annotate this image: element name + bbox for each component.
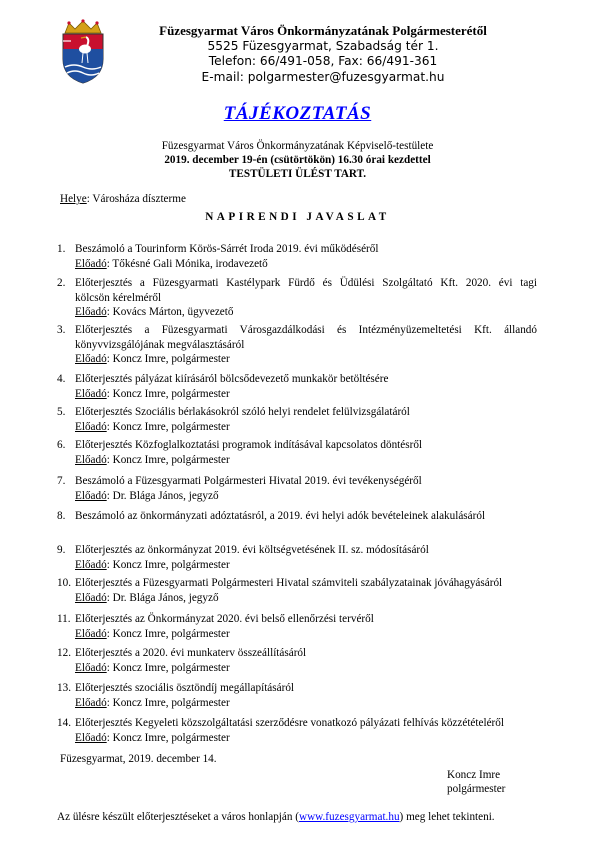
presenter-name: Koncz Imre, polgármester [112,387,230,400]
agenda-item-presenter: Előadó: Koncz Imre, polgármester [75,627,230,640]
address: 5525 Füzesgyarmat, Szabadság tér 1. [207,39,439,53]
agenda-item [57,576,537,605]
agenda-item-presenter: Előadó: Koncz Imre, polgármester [75,387,230,400]
place-label: Helye [60,193,87,205]
agenda-item [57,646,537,675]
agenda-item-presenter: Előadó: Tőkésné Gali Mónika, irodavezető [75,257,268,270]
presenter-label: Előadó [75,661,107,674]
agenda-item-title [75,576,537,591]
agenda-heading: NAPIRENDI JAVASLAT [205,211,390,223]
announcement-line-3: TESTÜLETI ÜLÉST TART. [228,168,367,180]
agenda-item [57,474,537,503]
agenda-item-title [75,543,537,558]
signature-block [447,768,505,796]
letterhead [118,22,528,85]
agenda-item-title-line: kölcsön kérelméről [75,291,162,304]
agenda-item-title-line: Előterjesztés az Önkormányzat 2020. évi belső ellenőrzési tervéről [75,613,374,625]
agenda-item [57,372,537,401]
agenda-item-number: 8. [57,510,66,522]
agenda-item [57,543,537,572]
presenter-label: Előadó [75,489,107,502]
presenter-label: Előadó [75,558,107,571]
presenter-name: Koncz Imre, polgármester [112,627,230,640]
presenter-name: Dr. Blága János, jegyző [112,489,219,502]
presenter-name: Koncz Imre, polgármester [112,353,230,365]
phone-fax: Telefon: 66/491-058, Fax: 66/491-361 [208,54,438,69]
agenda-item-number: 2. [57,277,66,289]
presenter-name: Kovács Márton, ügyvezető [112,306,234,318]
presenter-label: Előadó [75,306,107,318]
presenter-label: Előadó [75,627,107,640]
signatory-name: Koncz Imre [447,769,501,781]
agenda-item-title [75,681,537,696]
agenda-item-number: 9. [57,544,66,556]
agenda-item-title-line: Előterjesztés szociális ösztöndíj megállapításáról [75,682,295,694]
agenda-item-number: 7. [57,475,66,487]
footer-text-after: ) meg lehet tekinteni. [399,811,495,823]
agenda-item-title [75,474,537,489]
agenda-item-presenter: Előadó: Dr. Blága János, jegyző [75,591,219,604]
agenda-item [57,323,537,367]
agenda-item-number: 4. [57,373,66,385]
presenter-label: Előadó [75,387,107,400]
presenter-name: Tőkésné Gali Mónika, irodavezető [112,257,268,270]
agenda-item-presenter: Előadó: Koncz Imre, polgármester [75,453,230,466]
presenter-label: Előadó [75,696,107,709]
agenda-item-title [75,242,537,257]
presenter-name: Koncz Imre, polgármester [112,558,230,571]
announcement-line-1: Füzesgyarmat Város Önkormányzatának Képviselő-testülete [161,140,434,152]
agenda-item-title-line: könyvvizsgálójának megválasztásáról [75,338,245,351]
document-title: TÁJÉKOZTATÁS [223,103,372,124]
agenda-item-presenter: Előadó: Koncz Imre, polgármester [75,696,230,709]
agenda-item-title-line: Előterjesztés Közfoglalkoztatási programok indításával kapcsolatos döntésről [75,439,423,451]
agenda-item-title-line: Előterjesztés pályázat kiírásáról bölcsődevezető munkakör betöltésére [75,373,389,385]
meeting-announcement [0,139,595,181]
document-date: Füzesgyarmat, 2019. december 14. [60,753,217,765]
agenda-item [57,276,537,320]
agenda-item-title-line: Előterjesztés Kegyeleti közszolgáltatási szerződésre vonatkozó pályázati felhívás közzétételéről [75,717,504,729]
agenda-item [57,509,537,524]
agenda-item [57,612,537,641]
agenda-item-number: 10. [57,577,71,589]
presenter-label: Előadó [75,353,107,365]
agenda-item-number: 3. [57,324,66,336]
agenda-item-presenter: Előadó: Koncz Imre, polgármester [75,353,230,365]
agenda-item-presenter: Előadó: Koncz Imre, polgármester [75,731,230,744]
agenda-item [57,716,537,745]
presenter-name: Koncz Imre, polgármester [112,696,230,709]
footer-note [57,811,495,823]
agenda-item-title-line: Beszámoló a Tourinform Körös-Sárrét Iroda 2019. évi működéséről [75,243,379,255]
agenda-item-title [75,323,537,352]
email: E-mail: polgarmester@fuzesgyarmat.hu [201,69,445,84]
agenda-item-number: 13. [57,682,71,694]
agenda-item [57,681,537,710]
agenda-item [57,242,537,271]
presenter-label: Előadó [75,453,107,466]
agenda-item-number: 14. [57,717,71,729]
agenda-item-title [75,612,537,627]
agenda-item-presenter: Előadó: Koncz Imre, polgármester [75,420,230,433]
agenda-item-title-line: Előterjesztés a Füzesgyarmati Polgármesteri Hivatal számviteli szabályzatainak jóváhagyásáról [75,577,503,589]
agenda-item-presenter: Előadó: Koncz Imre, polgármester [75,558,230,571]
agenda-item-title [75,372,537,387]
agenda-item-number: 12. [57,647,71,659]
agenda-item-title-line: Előterjesztés a Füzesgyarmati Kastélypark Fürdő és Üdülési Szolgáltató Kft. 2020. évi tagi [75,277,537,289]
agenda-item-number: 6. [57,439,66,451]
footer-text-before: Az ülésre készült előterjesztéseket a város honlapján ( [57,811,299,823]
presenter-name: Koncz Imre, polgármester [112,731,230,744]
agenda-item-title [75,646,537,661]
agenda-item-title-line: Előterjesztés Szociális bérlakásokról szóló helyi rendelet felülvizsgálatáról [75,406,410,418]
announcement-date: 2019. december 19-én (csütörtökön) 16.30 órai kezdettel [164,154,431,166]
signatory-role: polgármester [447,783,506,795]
agenda-item-title [75,716,537,731]
agenda-item-title [75,276,537,305]
presenter-label: Előadó [75,731,107,744]
presenter-label: Előadó [75,420,107,433]
agenda-item [57,405,537,434]
website-link[interactable]: www.fuzesgyarmat.hu [298,811,400,823]
presenter-name: Koncz Imre, polgármester [112,420,230,433]
presenter-label: Előadó [75,257,107,270]
agenda-item-presenter: Előadó: Dr. Blága János, jegyző [75,489,219,502]
agenda-item-title-line: Beszámoló a Füzesgyarmati Polgármesteri Hivatal 2019. évi tevékenységéről [75,475,422,487]
meeting-place: Helye: Városháza díszterme [60,193,186,205]
coat-of-arms-icon [57,19,109,85]
agenda-item [57,438,537,467]
agenda-item-title [75,438,537,453]
agenda-item-title [75,405,537,420]
presenter-name: Dr. Blága János, jegyző [112,591,219,604]
presenter-name: Koncz Imre, polgármester [112,661,230,674]
agenda-item-presenter: Előadó: Kovács Márton, ügyvezető [75,306,234,318]
agenda-item-number: 1. [57,243,66,255]
agenda-item-title [75,509,537,524]
presenter-name: Koncz Imre, polgármester [112,453,230,466]
agenda-item-title-line: Előterjesztés a Füzesgyarmati Városgazdálkodási és Intézményüzemeltetési Kft. állandó [75,324,537,336]
agenda-item-title-line: Előterjesztés az önkormányzat 2019. évi költségvetésének II. sz. módosításáról [75,544,429,556]
organization-name: Füzesgyarmat Város Önkormányzatának Polgármesterétől [159,23,487,38]
agenda-item-presenter: Előadó: Koncz Imre, polgármester [75,661,230,674]
agenda-item-title-line: Előterjesztés a 2020. évi munkaterv összeállításáról [75,647,307,659]
agenda-item-number: 5. [57,406,66,418]
place-value: Városháza díszterme [92,193,186,205]
agenda-item-number: 11. [57,613,71,625]
presenter-label: Előadó [75,591,107,604]
agenda-item-title-line: Beszámoló az önkormányzati adóztatásról, a 2019. évi helyi adók bevételeinek alakulásáról [75,510,486,522]
